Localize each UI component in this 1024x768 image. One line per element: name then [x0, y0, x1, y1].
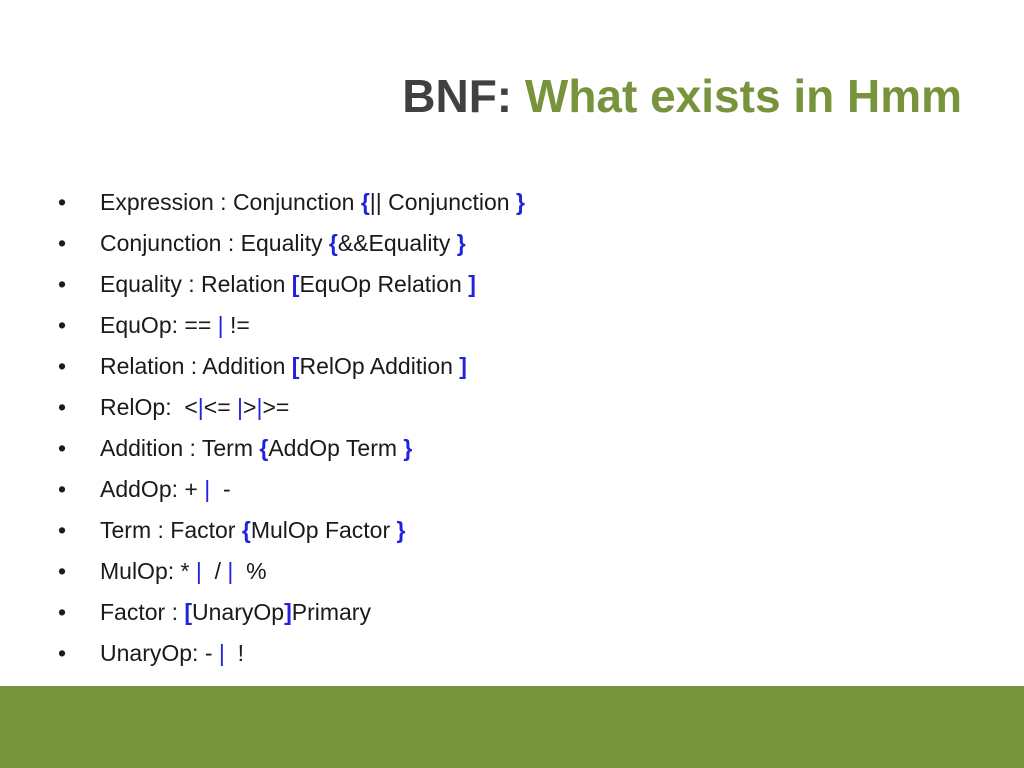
bnf-symbol: |	[204, 476, 211, 502]
bnf-rule-list	[58, 182, 525, 674]
bnf-text: >=	[262, 394, 290, 420]
bnf-rule-item	[58, 633, 525, 674]
bnf-symbol: }	[515, 189, 525, 215]
bnf-symbol: |	[197, 394, 204, 420]
bnf-symbol: ]	[459, 353, 467, 379]
bnf-rule-item	[58, 223, 525, 264]
bnf-symbol: |	[237, 394, 244, 420]
bnf-symbol: ]	[284, 599, 292, 625]
bullet-dot: •	[58, 394, 67, 420]
slide-title-main: What exists in Hmm	[524, 70, 962, 122]
bnf-symbol: {	[241, 517, 251, 543]
bnf-rule-item	[58, 592, 525, 633]
bnf-rule-item	[58, 551, 525, 592]
slide-title	[402, 66, 962, 126]
bnf-text: RelOp: <	[100, 394, 198, 420]
bnf-symbol: |	[195, 558, 202, 584]
bnf-text: UnaryOp	[192, 599, 285, 625]
bnf-text: || Conjunction	[369, 189, 516, 215]
footer-band	[0, 686, 1024, 768]
bnf-symbol: }	[396, 517, 406, 543]
bnf-text: EquOp Relation	[299, 271, 469, 297]
bnf-text: !=	[223, 312, 250, 338]
bullet-dot: •	[58, 640, 67, 666]
bnf-rule-item	[58, 387, 525, 428]
bullet-dot: •	[58, 558, 67, 584]
slide-title-prefix: BNF:	[402, 70, 513, 122]
bnf-text: UnaryOp: -	[100, 640, 219, 666]
bnf-text: Relation : Addition	[100, 353, 292, 379]
bnf-symbol: {	[360, 189, 370, 215]
bnf-symbol: [	[291, 353, 300, 379]
bnf-text: -	[210, 476, 231, 502]
bnf-text: Conjunction : Equality	[100, 230, 329, 256]
bnf-rule-item	[58, 182, 525, 223]
bnf-symbol: |	[227, 558, 234, 584]
bnf-rule-item	[58, 428, 525, 469]
bnf-rule-item	[58, 346, 525, 387]
bnf-text: Factor :	[100, 599, 185, 625]
bnf-text: Expression : Conjunction	[100, 189, 361, 215]
bnf-text: &&Equality	[337, 230, 457, 256]
bullet-dot: •	[58, 517, 67, 543]
bnf-text: Addition : Term	[100, 435, 260, 461]
bnf-rule-item	[58, 469, 525, 510]
bnf-symbol: [	[184, 599, 193, 625]
bullet-dot: •	[58, 271, 67, 297]
bnf-rule-item	[58, 305, 525, 346]
bnf-symbol: ]	[468, 271, 476, 297]
bnf-text: EquOp: ==	[100, 312, 218, 338]
bullet-dot: •	[58, 476, 67, 502]
bnf-text: MulOp Factor	[250, 517, 397, 543]
bnf-text: Term : Factor	[100, 517, 242, 543]
bnf-text: %	[233, 558, 267, 584]
bnf-text: RelOp Addition	[299, 353, 460, 379]
bnf-text: <=	[203, 394, 238, 420]
bullet-dot: •	[58, 599, 67, 625]
bullet-dot: •	[58, 435, 67, 461]
bullet-dot: •	[58, 189, 67, 215]
bnf-text: Equality : Relation	[100, 271, 292, 297]
bnf-symbol: {	[259, 435, 269, 461]
bnf-text: >	[243, 394, 257, 420]
bnf-text: /	[201, 558, 228, 584]
bullet-dot: •	[58, 353, 67, 379]
bnf-text: Primary	[291, 599, 371, 625]
bnf-symbol: |	[217, 312, 224, 338]
bullet-dot: •	[58, 312, 67, 338]
bnf-text: AddOp: +	[100, 476, 205, 502]
bullet-dot: •	[58, 230, 67, 256]
bnf-text: !	[224, 640, 245, 666]
bnf-text: AddOp Term	[268, 435, 404, 461]
bnf-symbol: }	[456, 230, 466, 256]
bnf-symbol: [	[291, 271, 300, 297]
bnf-symbol: |	[256, 394, 263, 420]
bnf-rule-item	[58, 510, 525, 551]
bnf-symbol: |	[218, 640, 225, 666]
bnf-text: MulOp: *	[100, 558, 196, 584]
bnf-rule-item	[58, 264, 525, 305]
bnf-symbol: {	[328, 230, 338, 256]
bnf-symbol: }	[403, 435, 413, 461]
